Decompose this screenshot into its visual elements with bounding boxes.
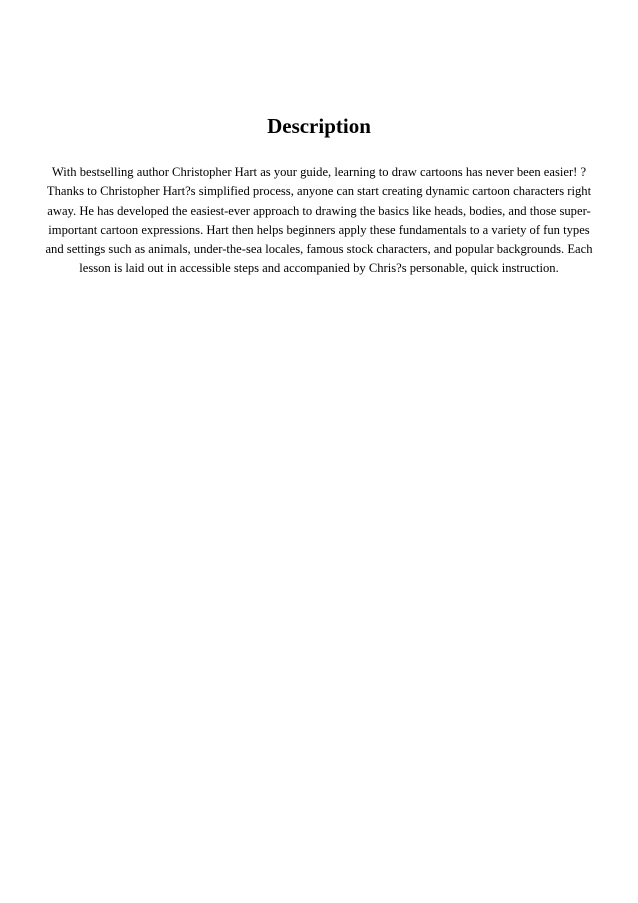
paragraph-line: important cartoon expressions. Hart then helps beginners apply these fundamentals to a variety of fun types xyxy=(48,222,590,237)
description-paragraph xyxy=(36,163,602,279)
paragraph-line: With bestselling author Christopher Hart as your guide, learning to draw cartoons has never been easier! ? xyxy=(51,165,587,179)
paragraph-line: and settings such as animals, under-the-sea locales, famous stock characters, and popular backgrounds. Each xyxy=(45,242,593,257)
paragraph-line: Thanks to Christopher Hart?s simplified process, anyone can start creating dynamic cartoon characters right xyxy=(46,184,592,199)
paragraph-line: lesson is laid out in accessible steps and accompanied by Chris?s personable, quick instruction. xyxy=(79,261,559,276)
paragraph-line: away. He has developed the easiest-ever approach to drawing the basics like heads, bodies, and those super- xyxy=(47,203,591,218)
page-title: Description xyxy=(267,114,371,138)
